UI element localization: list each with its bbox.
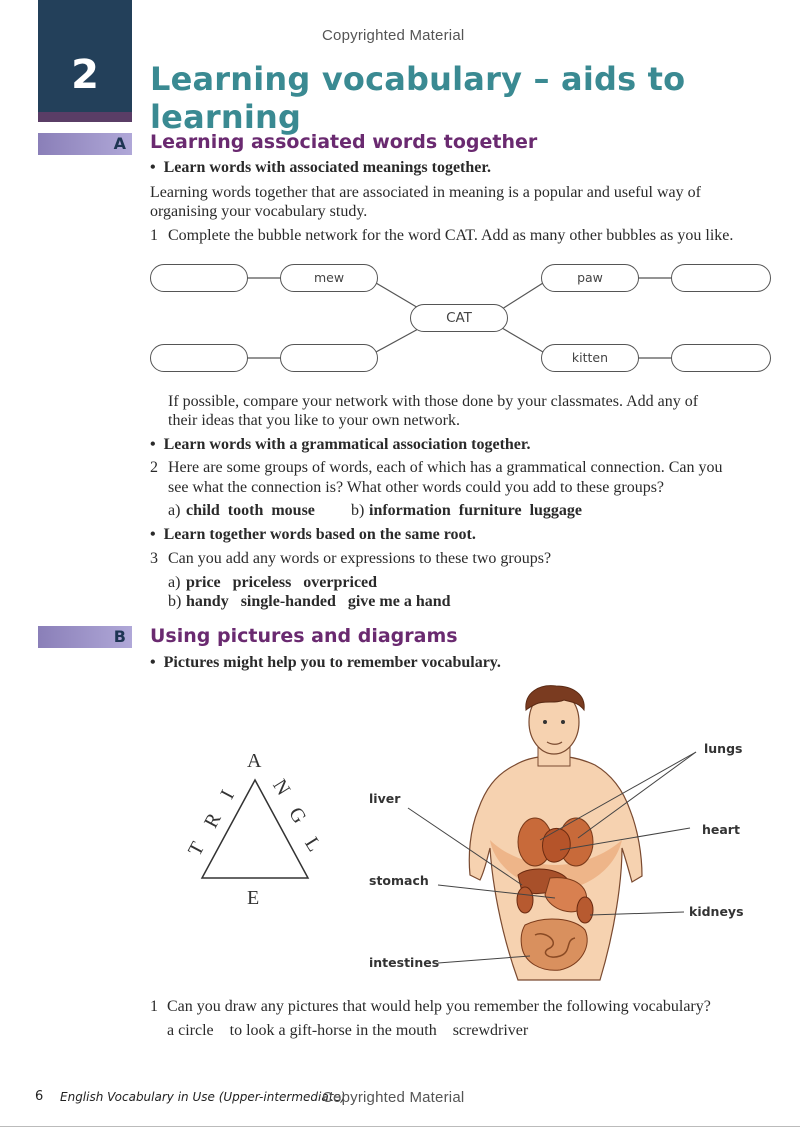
exercise-2-line-2: see what the connection is? What other words could you add to these groups?: [168, 479, 665, 496]
section-b-exercise-1-text: Can you draw any pictures that would help you remember the following vocabulary?: [167, 998, 711, 1015]
section-a-bullet-2: • Learn words with a grammatical association together.: [150, 436, 531, 453]
triangle-illustration: [180, 740, 340, 920]
compare-line-1: If possible, compare your network with those done by your classmates. Add any of: [168, 393, 699, 410]
triangle-letter-n: N: [268, 775, 295, 800]
section-a-bullet-1: • Learn words with associated meanings together.: [150, 159, 492, 176]
bubble-empty[interactable]: [280, 344, 378, 372]
exercise-3-a-words: price priceless overpriced: [186, 574, 378, 591]
eye-left: [543, 720, 547, 724]
eye-right: [561, 720, 565, 724]
exercise-2-a-words: child tooth mouse: [186, 502, 315, 519]
exercise-1-number: 1: [150, 227, 158, 244]
connector-line: [502, 283, 543, 309]
bullet-text: Learn together words based on the same root.: [163, 526, 476, 543]
label-intestines: intestines: [369, 955, 440, 970]
bullet-text: Learn words with associated meanings together.: [163, 159, 492, 176]
compare-line-2: their ideas that you like to your own network.: [168, 412, 460, 429]
bubble-empty[interactable]: [671, 344, 771, 372]
triangle-letter-l: L: [300, 833, 326, 856]
section-b-heading: Using pictures and diagrams: [150, 625, 458, 647]
triangle-letter-i: I: [216, 786, 239, 803]
bottom-rule: [0, 1126, 800, 1127]
bubble-empty[interactable]: [150, 344, 248, 372]
bubble-kitten[interactable]: kitten: [541, 344, 639, 372]
label-kidneys: kidneys: [689, 904, 744, 919]
connector-line: [502, 328, 543, 352]
bubble-paw[interactable]: paw: [541, 264, 639, 292]
exercise-3-text: Can you add any words or expressions to these two groups?: [168, 550, 552, 567]
triangle-letter-r: R: [199, 809, 226, 832]
exercise-3-number: 3: [150, 550, 158, 567]
section-a-heading: Learning associated words together: [150, 131, 538, 153]
exercise-3-b-label: b): [168, 593, 182, 610]
bullet-text: Pictures might help you to remember vocabulary.: [163, 654, 501, 671]
exercise-2-a-label: a): [168, 502, 181, 519]
triangle-letter-t: T: [183, 838, 210, 860]
exercise-3-a-label: a): [168, 574, 181, 591]
exercise-3-b-words: handy single-handed give me a hand: [186, 593, 451, 610]
triangle-letter-a: A: [247, 750, 262, 772]
bubble-mew[interactable]: mew: [280, 264, 378, 292]
page-number: 6: [35, 1089, 44, 1104]
section-b-letter: B: [113, 627, 126, 646]
page-title: Learning vocabulary – aids to learning: [150, 60, 686, 136]
exercise-2-b-words: information furniture luggage: [369, 502, 583, 519]
section-a-paragraph-line-2: organising your vocabulary study.: [150, 203, 368, 220]
label-heart: heart: [702, 822, 740, 837]
body-organs-illustration: [400, 680, 800, 990]
bubble-network-lines: [0, 0, 800, 400]
kidney-left: [517, 887, 533, 913]
book-title: English Vocabulary in Use (Upper-intermediate): [60, 1090, 346, 1104]
watermark-top: Copyrighted Material: [322, 27, 465, 44]
triangle-letter-e: E: [247, 887, 260, 909]
bubble-cat[interactable]: CAT: [410, 304, 508, 332]
exercise-2-b-label: b): [351, 502, 365, 519]
bubble-empty[interactable]: [671, 264, 771, 292]
connector-line: [376, 328, 420, 352]
section-b-bullet-1: • Pictures might help you to remember vocabulary.: [150, 654, 501, 671]
exercise-2-line-1: Here are some groups of words, each of which has a grammatical connection. Can you: [168, 459, 723, 476]
bullet-text: Learn words with a grammatical association together.: [163, 436, 531, 453]
watermark-bottom: Copyrighted Material: [322, 1089, 465, 1106]
unit-number: 2: [71, 52, 99, 98]
section-b-bar: [38, 626, 132, 648]
section-a-bullet-3: • Learn together words based on the same root.: [150, 526, 476, 543]
label-stomach: stomach: [369, 873, 429, 888]
kidney-right: [577, 897, 593, 923]
exercise-2-number: 2: [150, 459, 158, 476]
section-a-paragraph-line-1: Learning words together that are associated in meaning is a popular and useful way of: [150, 184, 701, 201]
section-a-letter: A: [113, 134, 126, 153]
section-b-exercise-1-number: 1: [150, 998, 158, 1015]
bubble-empty[interactable]: [150, 264, 248, 292]
label-lungs: lungs: [704, 741, 743, 756]
section-b-exercise-1-items: a circle to look a gift-horse in the mouth screwdriver: [167, 1022, 529, 1039]
label-liver: liver: [369, 791, 401, 806]
exercise-1-text: Complete the bubble network for the word CAT. Add as many other bubbles as you like.: [168, 227, 734, 244]
triangle-letter-g: G: [284, 803, 311, 828]
connector-line: [376, 283, 420, 309]
